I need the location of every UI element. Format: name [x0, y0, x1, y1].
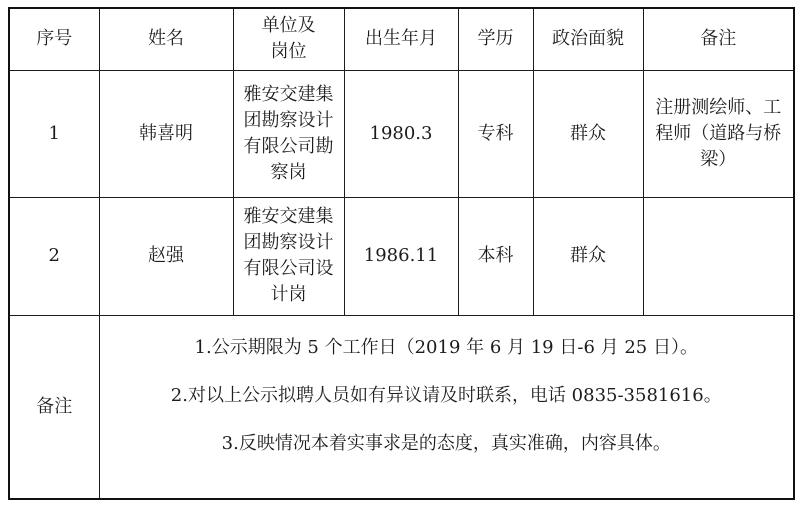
- cell-seq: 1: [9, 70, 99, 197]
- cell-political-status: 群众: [533, 197, 643, 315]
- cell-name: 赵强: [99, 197, 233, 315]
- footer-notes: [99, 315, 794, 499]
- cell-education: 本科: [458, 197, 533, 315]
- header-name: 姓名: [99, 8, 233, 70]
- personnel-roster-table: [8, 7, 795, 500]
- header-remark: 备注: [643, 8, 794, 70]
- table-header-row: [9, 8, 794, 70]
- table-footer-row: [9, 315, 794, 499]
- cell-birth-date: 1980.3: [344, 70, 458, 197]
- footer-note-2: 2.对以上公示拟聘人员如有异议请及时联系，电话 0835-3581616。: [170, 384, 722, 406]
- footer-remark-label: 备注: [9, 315, 99, 499]
- header-political-status: 政治面貌: [533, 8, 643, 70]
- table-row: [9, 70, 794, 197]
- footer-note-1: 1.公示期限为 5 个工作日（2019 年 6 月 19 日-6 月 25 日）。: [194, 336, 698, 358]
- cell-seq: 2: [9, 197, 99, 315]
- header-birth-date: 出生年月: [344, 8, 458, 70]
- header-unit-position-label: 单位及岗位: [261, 15, 316, 63]
- table-row: [9, 197, 794, 315]
- cell-unit-position: 雅安交建集团勘察设计有限公司设计岗: [233, 197, 344, 315]
- header-seq: 序号: [9, 8, 99, 70]
- header-education: 学历: [458, 8, 533, 70]
- cell-education: 专科: [458, 70, 533, 197]
- cell-remark: 注册测绘师、工程师（道路与桥梁）: [643, 70, 794, 197]
- cell-remark: [643, 197, 794, 315]
- footer-note-3: 3.反映情况本着实事求是的态度，真实准确，内容具体。: [221, 432, 671, 454]
- header-unit-position: [233, 8, 344, 70]
- cell-birth-date: 1986.11: [344, 197, 458, 315]
- cell-name: 韩喜明: [99, 70, 233, 197]
- cell-political-status: 群众: [533, 70, 643, 197]
- cell-unit-position: 雅安交建集团勘察设计有限公司勘察岗: [233, 70, 344, 197]
